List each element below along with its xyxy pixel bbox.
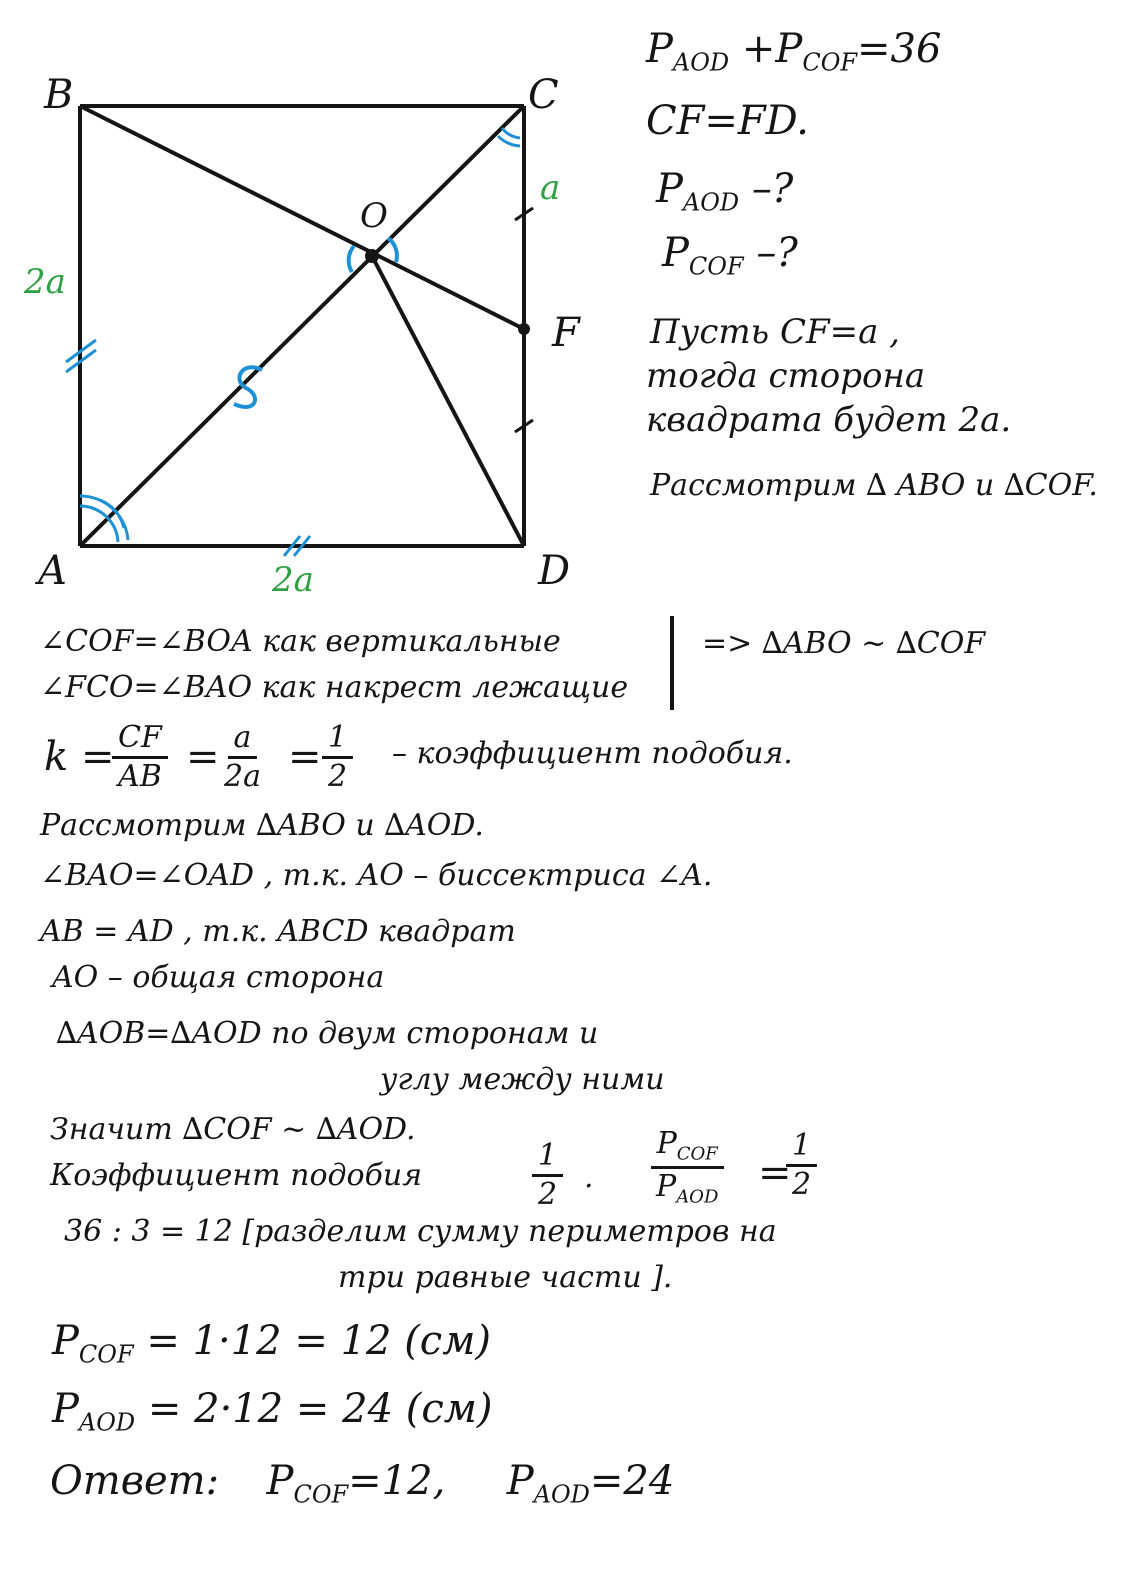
k-equals-1: = — [186, 734, 220, 780]
given-cf-fd: CF=FD. — [646, 98, 809, 144]
angle-arc-o-right — [388, 238, 397, 262]
divide-line-2: три равные части ]. — [338, 1260, 673, 1295]
intro-line-2: тогда сторона — [646, 356, 926, 396]
k-fraction-3: $\frac{1}{2}$ — [322, 722, 353, 792]
answer-p-cof: $P_{COF}=12$, — [266, 1458, 446, 1509]
side-label-ab: 2a — [24, 262, 66, 302]
brace-bar — [670, 616, 674, 710]
p-cof-result: $P_{COF} = 1\cdot 12 = 12$ (см) — [52, 1318, 491, 1369]
answer-label: Ответ: — [50, 1458, 220, 1504]
divide-line-1: 36 : 3 = 12 [разделим сумму периметров на — [64, 1214, 777, 1249]
equality-line-2: ∠BAO=∠OAD , т.к. AO – биссектриса ∠A. — [40, 858, 713, 893]
unknown-p-cof: $P_{COF}$ –? — [662, 230, 798, 281]
k-prefix: k = — [44, 734, 115, 780]
similarity-conclusion: => ∆ABO ~ ∆COF — [702, 626, 986, 661]
vertex-label-c: C — [528, 72, 559, 118]
equality-line-3: AB = AD , т.к. ABCD квадрат — [40, 914, 516, 949]
side-label-ad: 2a — [272, 560, 314, 600]
equality-line-4: AO – общая сторона — [52, 960, 385, 995]
answer-line — [50, 1458, 674, 1508]
segment-od — [372, 256, 524, 546]
k-equals-2: = — [288, 734, 322, 780]
intro-line-1: Пусть CF=a , — [650, 312, 900, 352]
ratio-equals: = — [758, 1150, 792, 1196]
intro-line-3: квадрата будет 2a. — [646, 400, 1012, 440]
result-coef-dot: . — [584, 1160, 594, 1195]
point-o — [365, 249, 379, 263]
vertex-label-f: F — [552, 310, 580, 356]
result-coef-text: Коэффициент подобия — [50, 1158, 423, 1193]
result-line-1: Значит ∆COF ~ ∆AOD. — [50, 1112, 416, 1147]
equality-line-5: ∆AOB=∆AOD по двум сторонам и — [56, 1016, 599, 1051]
k-fraction-2: $\frac{a}{2a}$ — [224, 720, 261, 794]
point-f — [518, 323, 530, 335]
k-fraction-1: $\frac{CF}{AB}$ — [112, 722, 168, 792]
vertex-label-b: B — [44, 72, 74, 118]
given-perimeter-sum: $P_{AOD} +P_{COF}=36$ — [646, 26, 942, 77]
k-description: – коэффициент подобия. — [392, 736, 793, 771]
ratio-fraction: $P_{COF}$ $P_{AOD}$ — [650, 1128, 724, 1207]
similarity-angle-1: ∠COF=∠BOA как вертикальные — [40, 624, 561, 659]
intro-line-4: Рассмотрим ∆ ABO и ∆COF. — [650, 468, 1098, 503]
square-figure — [0, 0, 1137, 600]
equality-line-1: Рассмотрим ∆ABO и ∆AOD. — [40, 808, 484, 843]
diagonal-ac — [80, 106, 524, 546]
unknown-p-aod: $P_{AOD}$ –? — [656, 166, 794, 217]
answer-p-aod: $P_{AOD}=24$ — [506, 1458, 675, 1509]
p-aod-result: $P_{AOD} = 2\cdot 12 = 24$ (см) — [52, 1386, 493, 1437]
vertex-label-a: A — [38, 548, 67, 594]
segment-bf — [80, 106, 524, 329]
equality-line-6: углу между ними — [380, 1062, 665, 1097]
similarity-angle-2: ∠FCO=∠BAO как накрест лежащие — [40, 670, 629, 705]
angle-arc-c-inner — [502, 128, 520, 138]
angle-arc-o-left — [349, 246, 354, 272]
side-label-cf: a — [540, 168, 561, 208]
vertex-label-d: D — [538, 548, 571, 594]
result-coef-fraction: $\frac{1}{2}$ — [532, 1140, 563, 1210]
vertex-label-o: O — [360, 196, 388, 236]
ratio-value-fraction: $\frac{1}{2}$ — [786, 1130, 817, 1200]
